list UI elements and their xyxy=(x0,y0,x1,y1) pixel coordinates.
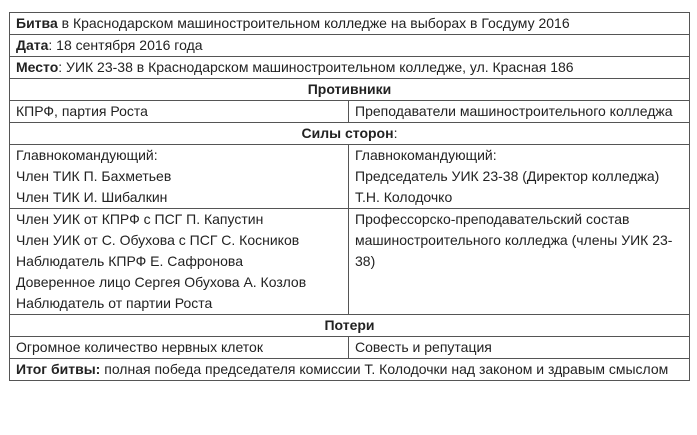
date-text: : 18 сентября 2016 года xyxy=(48,37,203,53)
forces-left-line: Доверенное лицо Сергея Обухова А. Козлов xyxy=(16,274,307,290)
forces-left-line: Наблюдатель от партии Роста xyxy=(16,295,213,311)
date-row xyxy=(10,35,690,57)
commanders-left-line: Член ТИК И. Шибалкин xyxy=(16,189,168,205)
place-row xyxy=(10,57,690,79)
commanders-right-line: Главнокомандующий: xyxy=(355,147,497,163)
date-label: Дата xyxy=(16,37,49,53)
battle-text: в Краснодарском машиностроительном колледже на выборах в Госдуму 2016 xyxy=(57,15,570,31)
losses-title: Потери xyxy=(10,315,690,337)
battle-infobox xyxy=(9,12,690,381)
forces-title: Силы сторон xyxy=(301,125,394,141)
losses-title-row xyxy=(10,315,690,337)
forces-title-cell xyxy=(10,123,690,145)
commanders-left-line: Главнокомандующий: xyxy=(16,147,158,163)
forces-title-suffix: : xyxy=(393,125,398,141)
opponents-right: Преподаватели машиностроительного колледжа xyxy=(349,101,690,123)
opponents-row xyxy=(10,101,690,123)
battle-row xyxy=(10,13,690,35)
losses-row xyxy=(10,337,690,359)
forces-left-line: Член УИК от С. Обухова с ПСГ С. Косников xyxy=(16,232,300,248)
losses-right: Совесть и репутация xyxy=(349,337,690,359)
battle-label: Битва xyxy=(16,15,58,31)
place-text: : УИК 23-38 в Краснодарском машиностроительном колледже, ул. Красная 186 xyxy=(58,59,574,75)
forces-title-row xyxy=(10,123,690,145)
result-text: полная победа председателя комиссии Т. Колодочки над законом и здравым смыслом xyxy=(100,361,669,377)
result-row xyxy=(10,359,690,381)
opponents-title: Противники xyxy=(10,79,690,101)
date-cell xyxy=(10,35,690,57)
losses-left: Огромное количество нервных клеток xyxy=(10,337,349,359)
place-cell xyxy=(10,57,690,79)
opponents-title-row xyxy=(10,79,690,101)
forces-row xyxy=(10,209,690,315)
forces-left xyxy=(10,209,349,315)
forces-right: Профессорско-преподавательский состав машиностроительного колледжа (члены УИК 23-38) xyxy=(349,209,690,315)
battle-cell xyxy=(10,13,690,35)
forces-left-line: Наблюдатель КПРФ Е. Сафронова xyxy=(16,253,244,269)
forces-left-line: Член УИК от КПРФ с ПСГ П. Капустин xyxy=(16,211,264,227)
commanders-row xyxy=(10,145,690,209)
result-label: Итог битвы: xyxy=(16,361,101,377)
opponents-left: КПРФ, партия Роста xyxy=(10,101,349,123)
result-cell xyxy=(10,359,690,381)
commanders-right-line: Председатель УИК 23-38 (Директор колледжа) Т.Н. Колодочко xyxy=(355,168,660,205)
place-label: Место xyxy=(16,59,59,75)
commanders-right xyxy=(349,145,690,209)
commanders-left xyxy=(10,145,349,209)
commanders-left-line: Член ТИК П. Бахметьев xyxy=(16,168,172,184)
